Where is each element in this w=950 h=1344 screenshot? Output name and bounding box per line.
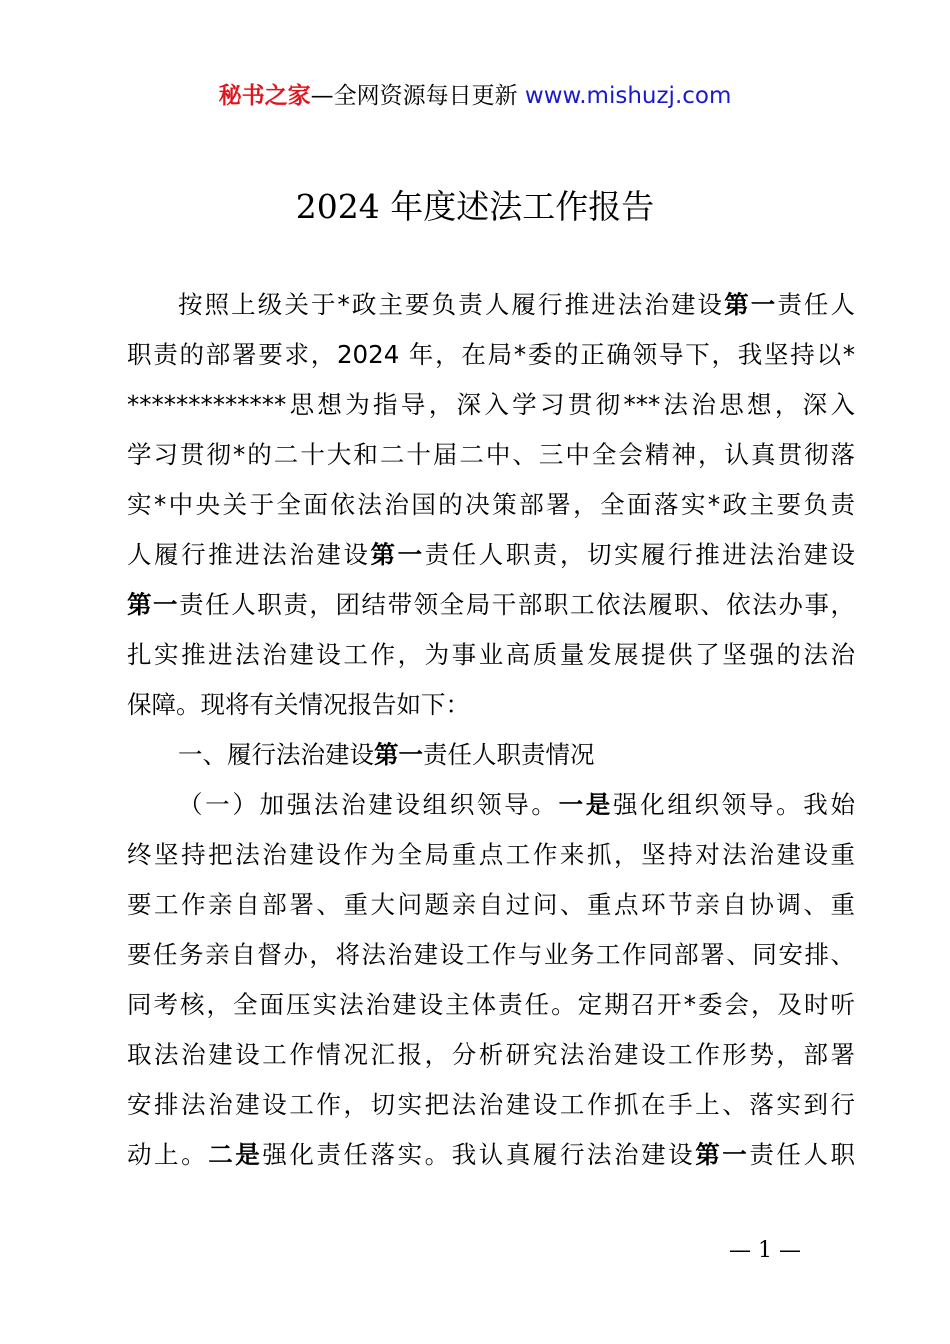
text-run: 学习贯彻*的二十大和二十届二中、三中全会精神，认真贯彻落 [127,440,855,469]
text-run: 安排法治建设工作，切实把法治建设工作抓在手上、落实到行 [127,1090,855,1119]
paragraph-line [127,480,855,530]
text-run: 一、履行法治建设 [178,740,374,769]
paragraph-line [127,780,855,830]
text-run: 强化责任落实。我认真履行法治建设 [262,1140,696,1169]
text-run: 按照上级关于*政主要负责人履行推进法治建设 [178,290,725,319]
text-run: 同考核，全面压实法治建设主体责任。定期召开*委会，及时听 [127,990,855,1019]
text-run: 取法治建设工作情况汇报，分析研究法治建设工作形势，部署 [127,1040,855,1069]
paragraph-line [127,1030,855,1080]
paragraph-line [127,330,855,380]
text-run: 责任人职责情况 [423,740,595,769]
text-run: 责任人职责，团结带领全局干部职工依法履职、依法办事， [179,590,856,619]
bold-text-run: 一是 [558,790,613,819]
site-url-link[interactable]: www.mishuzj.com [524,83,732,109]
bold-text-run: 第一 [374,740,423,769]
text-run: 人履行推进法治建设 [127,540,371,569]
brand-name: 秘书之家 [218,83,311,109]
text-run: 责任人职责，切实履行推进法治建设 [424,540,856,569]
document-title: 2024 年度述法工作报告 [295,187,655,226]
paragraph-line [127,680,855,730]
site-header [0,80,950,112]
paragraph-line [127,880,855,930]
section-heading [127,730,855,780]
text-run: 责任人职 [749,1140,856,1169]
paragraph-line [127,530,855,580]
bold-text-run: 第一 [724,290,778,319]
text-run: 动上。 [127,1140,209,1169]
bold-text-run: 第一 [370,540,425,569]
paragraph-line [127,980,855,1030]
paragraph-line [127,430,855,480]
header-slogan: —全网资源每日更新 [310,83,525,109]
text-run: 职责的部署要求，2024 年，在局*委的正确领导下，我坚持以* [127,340,855,369]
text-run: 扎实推进法治建设工作，为事业高质量发展提供了坚强的法治 [127,640,855,669]
paragraph-line [127,280,855,330]
bold-text-run: 第一 [127,590,180,619]
paragraph-line [127,630,855,680]
bold-text-run: 二是 [208,1140,263,1169]
document-body [127,280,855,1180]
paragraph-line [127,1080,855,1130]
text-run: 责任人 [777,290,856,319]
page-number: — 1 — [729,1238,801,1263]
text-run: 保障。现将有关情况报告如下： [127,690,470,719]
paragraph-line [127,380,855,430]
paragraph-line [127,830,855,880]
text-run: 要任务亲自督办，将法治建设工作与业务工作同部署、同安排、 [127,940,855,969]
paragraph-line [127,930,855,980]
paragraph-line [127,1130,855,1180]
paragraph-line [127,580,855,630]
text-run: 要工作亲自部署、重大问题亲自过问、重点环节亲自协调、重 [127,890,855,919]
text-run: 强化组织领导。我始 [613,790,855,819]
text-run: （一）加强法治建设组织领导。 [178,790,559,819]
text-run: 实*中央关于全面依法治国的决策部署，全面落实*政主要负责 [127,490,855,519]
text-run: *************思想为指导，深入学习贯彻***法治思想，深入 [127,390,855,419]
bold-text-run: 第一 [695,1140,750,1169]
text-run: 终坚持把法治建设作为全局重点工作来抓，坚持对法治建设重 [127,840,855,869]
